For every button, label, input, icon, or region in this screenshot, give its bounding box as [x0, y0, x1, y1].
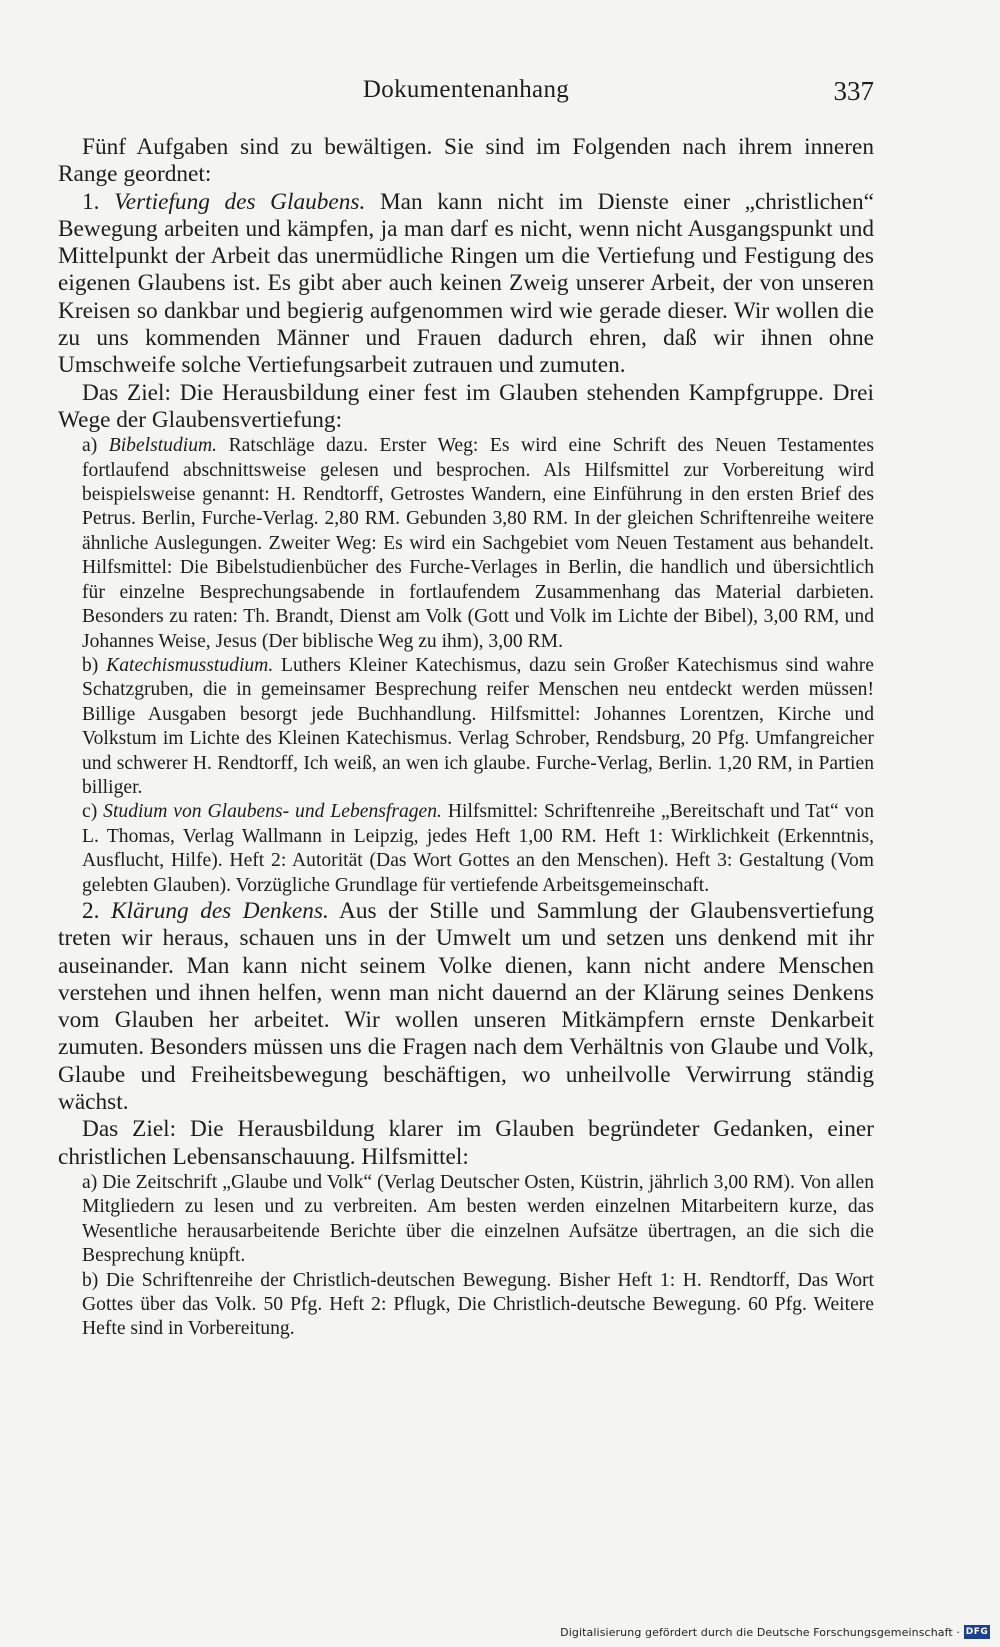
list-label: a)	[82, 435, 109, 457]
list-item-a-bibelstudium	[58, 434, 874, 654]
list-item-b-schriftenreihe	[58, 1269, 874, 1342]
paragraph-text: Aus der Stille und Sammlung der Glaubensvertiefung treten wir heraus, schauen uns in der Umwelt um und setzen uns denkend mit ihr auseinander. Man kann nicht seinem Volke dienen, kann nicht andere Menschen verstehen und ihnen helfen, wenn man nicht dauernd an der Klärung seines Denkens vom Glauben her arbeitet. Wir wollen unseren Mitkämpfern ernste Denkarbeit zumuten. Besonders müssen uns die Fragen nach dem Verhältnis von Glaube und Volk, Glaube und Freiheitsbewegung beschäftigen, wo unheilvolle Verwirrung ständig wächst.	[58, 897, 874, 1116]
paragraph-intro	[58, 134, 874, 189]
list-item-title: Katechismusstudium.	[106, 654, 274, 676]
section-title: Klärung des Denkens.	[111, 897, 329, 924]
section-number: 1.	[82, 188, 115, 215]
page-number: 337	[833, 76, 874, 106]
list-item-text: b) Die Schriftenreihe der Christlich-deutschen Bewegung. Bisher Heft 1: H. Rendtorff, Das Wort Gottes über das Volk. 50 Pfg. Heft 2: Pflugk, Die Christlich-deutsche Bewegung. 60 Pfg. Weitere Hefte sind in Vorbereitung.	[82, 1269, 874, 1340]
list-label: c)	[82, 801, 104, 823]
list-item-c-lebensfragen	[58, 800, 874, 898]
digitization-footer	[560, 1623, 990, 1641]
dfg-logo: DFG	[965, 1627, 989, 1637]
list-item-title: Studium von Glaubens- und Lebensfragen.	[103, 801, 442, 823]
page-body	[58, 134, 874, 1342]
paragraph-text: Man kann nicht im Dienste einer „christlichen“ Bewegung arbeiten und kämpfen, ja man darf es nicht, wenn nicht Ausgangspunkt und Mittelpunkt der Arbeit das unermüdliche Ringen um die Vertiefung und Festigung des eigenen Glaubens ist. Es gibt aber auch keinen Zweig unserer Arbeit, der von unseren Kreisen so dankbar und begierig aufgenommen wird wie gerade dieser. Wir wollen die zu uns kommenden Männer und Frauen dadurch ehren, daß wir ihnen ohne Umschweife solche Vertiefungsarbeit zutrauen und zumuten.	[58, 188, 874, 379]
footer-credit: Digitalisierung gefördert durch die Deutsche Forschungsgemeinschaft ·	[560, 1625, 960, 1639]
paragraph-section-1	[58, 189, 874, 380]
list-item-title: Bibelstudium.	[108, 435, 218, 457]
section-title: Vertiefung des Glaubens.	[114, 188, 366, 215]
list-label: b)	[82, 654, 107, 676]
paragraph-text: Das Ziel: Die Herausbildung einer fest im Glauben stehenden Kampfgruppe. Drei Wege der Glaubensvertiefung:	[58, 379, 874, 433]
paragraph-goal-1	[58, 380, 874, 435]
paragraph-text: Fünf Aufgaben sind zu bewältigen. Sie sind im Folgenden nach ihrem inneren Range geordnet:	[58, 134, 874, 188]
paragraph-section-2	[58, 898, 874, 1116]
paragraph-goal-2	[58, 1116, 874, 1171]
list-item-text: Ratschläge dazu. Erster Weg: Es wird eine Schrift des Neuen Testamentes fortlaufend abschnittsweise gelesen und besprochen. Als Hilfsmittel zur Vorbereitung wird beispielsweise genannt: H. Rendtorff, Getrostes Wandern, eine Einführung in den ersten Brief des Petrus. Berlin, Furche-Verlag. 2,80 RM. Gebunden 3,80 RM. In der gleichen Schriftenreihe weitere ähnliche Auslegungen. Zweiter Weg: Es wird ein Sachgebiet vom Neuen Testament aus behandelt. Hilfsmittel: Die Bibelstudienbücher des Furche-Verlages in Berlin, die handlich und übersichtlich für einzelne Besprechungsabende in fortlaufendem Zusammenhang das Material darbieten. Besonders zu raten: Th. Brandt, Dienst am Volk (Gott und Volk im Lichte der Bibel), 3,00 RM, und Johannes Weise, Jesus (Der biblische Weg zu ihm), 3,00 RM.	[82, 435, 874, 652]
running-head	[58, 76, 874, 106]
section-number: 2.	[82, 897, 111, 924]
list-item-text: Hilfsmittel: Schriftenreihe „Bereitschaft und Tat“ von L. Thomas, Verlag Wallmann in Leipzig, jedes Heft 1,00 RM. Heft 1: Wirklichkeit (Erkenntnis, Ausflucht, Hilfe). Heft 2: Autorität (Das Wort Gottes an den Menschen). Heft 3: Gestaltung (Vom gelebten Glauben). Vorzügliche Grundlage für vertiefende Arbeitsgemeinschaft.	[82, 801, 874, 896]
list-item-b-katechismus	[58, 654, 874, 800]
list-item-text: Luthers Kleiner Katechismus, dazu sein Großer Katechismus sind wahre Schatzgruben, die in gemeinsamer Besprechung reifer Menschen neu entdeckt werden müssen! Billige Ausgaben besorgt jede Buchhandlung. Hilfsmittel: Johannes Lorentzen, Kirche und Volkstum im Lichte des Kleinen Katechismus. Verlag Schrober, Rendsburg, 20 Pfg. Umfangreicher und schwerer H. Rendtorff, Ich weiß, an wen ich glaube. Furche-Verlag, Berlin. 1,20 RM, in Partien billiger.	[82, 654, 874, 798]
paragraph-text: Das Ziel: Die Herausbildung klarer im Glauben begründeter Gedanken, einer christlichen Lebensanschauung. Hilfsmittel:	[58, 1116, 874, 1170]
list-item-text: a) Die Zeitschrift „Glaube und Volk“ (Verlag Deutscher Osten, Küstrin, jährlich 3,00 RM). Von allen Mitgliedern zu lesen und zu verbreiten. Am besten werden einzelnen Mitarbeitern kurze, das Wesentliche herausarbeitende Berichte über die einzelnen Aufsätze übertragen, an die sich die Besprechung knüpft.	[82, 1171, 874, 1267]
list-item-a-zeitschrift	[58, 1171, 874, 1269]
running-title: Dokumentenanhang	[362, 76, 570, 103]
